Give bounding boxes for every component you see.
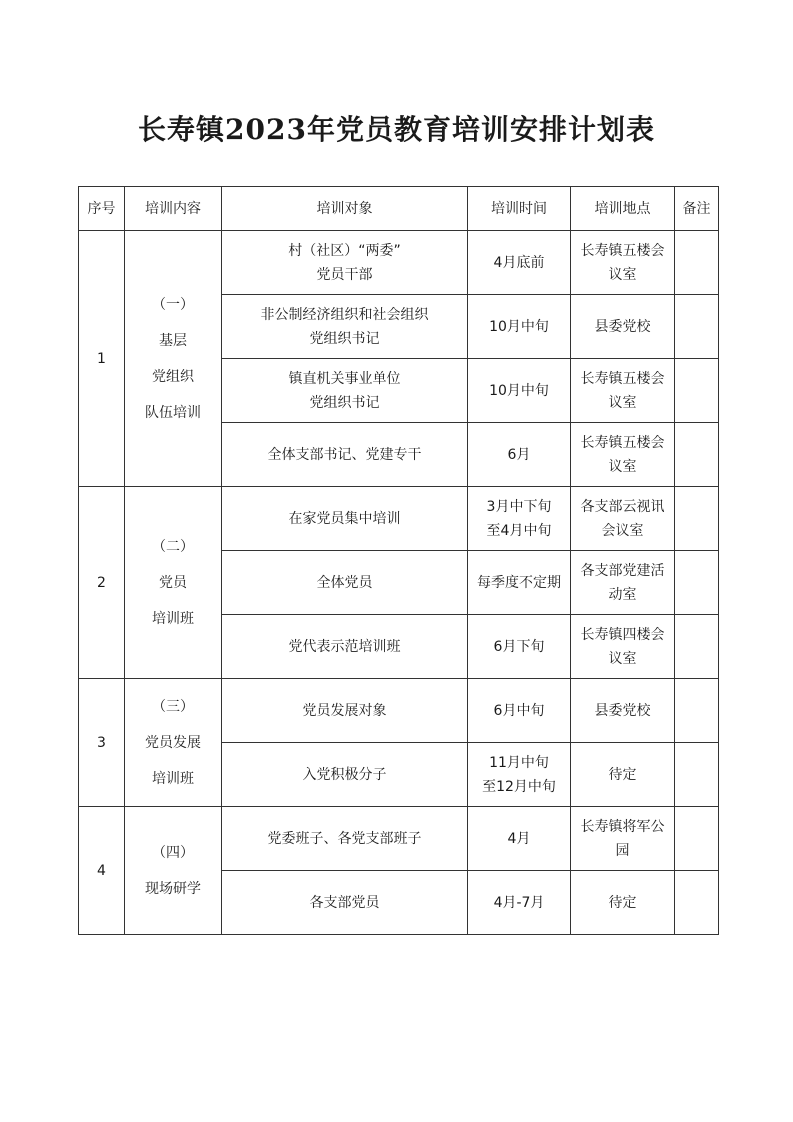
header-time: 培训时间 (468, 187, 571, 231)
note-cell (675, 359, 719, 423)
content-line: 现场研学 (145, 880, 201, 897)
header-location: 培训地点 (571, 187, 675, 231)
location-line: 议室 (608, 266, 637, 283)
content-line: 党员发展 (145, 734, 201, 751)
location-cell (571, 615, 675, 679)
time-line: 4月-7月 (493, 894, 545, 911)
content-line: （四） (152, 844, 194, 861)
target-line: 党组织书记 (309, 394, 380, 411)
target-cell (222, 807, 468, 871)
seq-cell: 3 (79, 679, 125, 807)
location-line: 各支部云视讯 (580, 498, 665, 515)
note-cell (675, 423, 719, 487)
time-cell (468, 487, 571, 551)
time-line: 4月底前 (493, 254, 545, 271)
location-line: 议室 (608, 650, 637, 667)
table-row (79, 487, 719, 551)
time-cell (468, 807, 571, 871)
location-line: 待定 (608, 894, 637, 911)
target-line: 镇直机关事业单位 (288, 370, 401, 387)
location-line: 待定 (608, 766, 637, 783)
target-line: 各支部党员 (309, 894, 380, 911)
table-row (79, 679, 719, 743)
header-content: 培训内容 (125, 187, 222, 231)
note-cell (675, 615, 719, 679)
content-cell (125, 679, 222, 807)
table-row (79, 807, 719, 871)
target-cell (222, 743, 468, 807)
target-cell (222, 295, 468, 359)
target-line: 非公制经济组织和社会组织 (260, 306, 429, 323)
note-cell (675, 871, 719, 935)
location-line: 长寿镇五楼会 (580, 434, 665, 451)
time-line: 至4月中旬 (486, 522, 552, 539)
note-cell (675, 807, 719, 871)
header-seq: 序号 (79, 187, 125, 231)
location-cell (571, 423, 675, 487)
target-line: 党员干部 (316, 266, 373, 283)
time-cell (468, 423, 571, 487)
location-cell (571, 231, 675, 295)
time-cell (468, 359, 571, 423)
table-body (79, 231, 719, 935)
target-line: 党代表示范培训班 (288, 638, 401, 655)
time-line: 6月中旬 (493, 702, 545, 719)
seq-cell: 4 (79, 807, 125, 935)
location-line: 会议室 (601, 522, 644, 539)
time-cell (468, 679, 571, 743)
target-cell (222, 487, 468, 551)
location-line: 长寿镇五楼会 (580, 242, 665, 259)
note-cell (675, 231, 719, 295)
time-line: 6月 (507, 446, 531, 463)
page-title: 长寿镇2023年党员教育培训安排计划表 (138, 113, 655, 146)
note-cell (675, 295, 719, 359)
target-line: 党员发展对象 (302, 702, 387, 719)
target-line: 村（社区）“两委” (288, 242, 401, 259)
header-note: 备注 (675, 187, 719, 231)
target-cell (222, 871, 468, 935)
target-line: 全体党员 (316, 574, 373, 591)
location-line: 动室 (608, 586, 637, 603)
content-line: （二） (152, 538, 194, 555)
time-cell (468, 231, 571, 295)
header-row (79, 187, 719, 231)
time-line: 4月 (507, 830, 531, 847)
content-line: 培训班 (152, 610, 194, 627)
content-line: （一） (152, 296, 194, 313)
content-line: 党组织 (152, 368, 194, 385)
seq-cell: 2 (79, 487, 125, 679)
content-cell (125, 231, 222, 487)
location-line: 长寿镇将军公 (580, 818, 665, 835)
content-line: 基层 (159, 332, 187, 349)
time-line: 每季度不定期 (477, 574, 561, 591)
target-line: 入党积极分子 (302, 766, 387, 783)
content-line: （三） (152, 698, 194, 715)
time-line: 6月下旬 (493, 638, 545, 655)
time-line: 10月中旬 (489, 382, 549, 399)
time-line: 11月中旬 (489, 754, 549, 771)
location-cell (571, 743, 675, 807)
target-line: 党组织书记 (309, 330, 380, 347)
location-line: 议室 (608, 458, 637, 475)
content-line: 党员 (159, 574, 187, 591)
location-line: 长寿镇四楼会 (580, 626, 665, 643)
seq-cell: 1 (79, 231, 125, 487)
location-cell (571, 807, 675, 871)
target-cell (222, 231, 468, 295)
note-cell (675, 487, 719, 551)
target-line: 党委班子、各党支部班子 (267, 830, 422, 847)
target-cell (222, 551, 468, 615)
location-cell (571, 551, 675, 615)
table-row (79, 231, 719, 295)
target-cell (222, 423, 468, 487)
location-line: 议室 (608, 394, 637, 411)
target-cell (222, 679, 468, 743)
content-cell (125, 487, 222, 679)
location-line: 园 (615, 842, 630, 859)
location-line: 县委党校 (594, 318, 651, 335)
content-line: 培训班 (152, 770, 194, 787)
note-cell (675, 743, 719, 807)
time-cell (468, 295, 571, 359)
time-cell (468, 551, 571, 615)
target-cell (222, 615, 468, 679)
location-cell (571, 679, 675, 743)
location-cell (571, 359, 675, 423)
target-line: 在家党员集中培训 (288, 510, 401, 527)
time-line: 3月中下旬 (486, 498, 552, 515)
training-plan-table (78, 186, 719, 935)
time-cell (468, 871, 571, 935)
header-target: 培训对象 (222, 187, 468, 231)
content-line: 队伍培训 (145, 404, 201, 421)
time-cell (468, 743, 571, 807)
target-line: 全体支部书记、党建专干 (267, 446, 422, 463)
location-cell (571, 295, 675, 359)
time-line: 10月中旬 (489, 318, 549, 335)
location-cell (571, 871, 675, 935)
location-line: 县委党校 (594, 702, 651, 719)
location-line: 各支部党建活 (580, 562, 665, 579)
note-cell (675, 551, 719, 615)
location-line: 长寿镇五楼会 (580, 370, 665, 387)
time-line: 至12月中旬 (482, 778, 556, 795)
content-cell (125, 807, 222, 935)
note-cell (675, 679, 719, 743)
location-cell (571, 487, 675, 551)
target-cell (222, 359, 468, 423)
time-cell (468, 615, 571, 679)
